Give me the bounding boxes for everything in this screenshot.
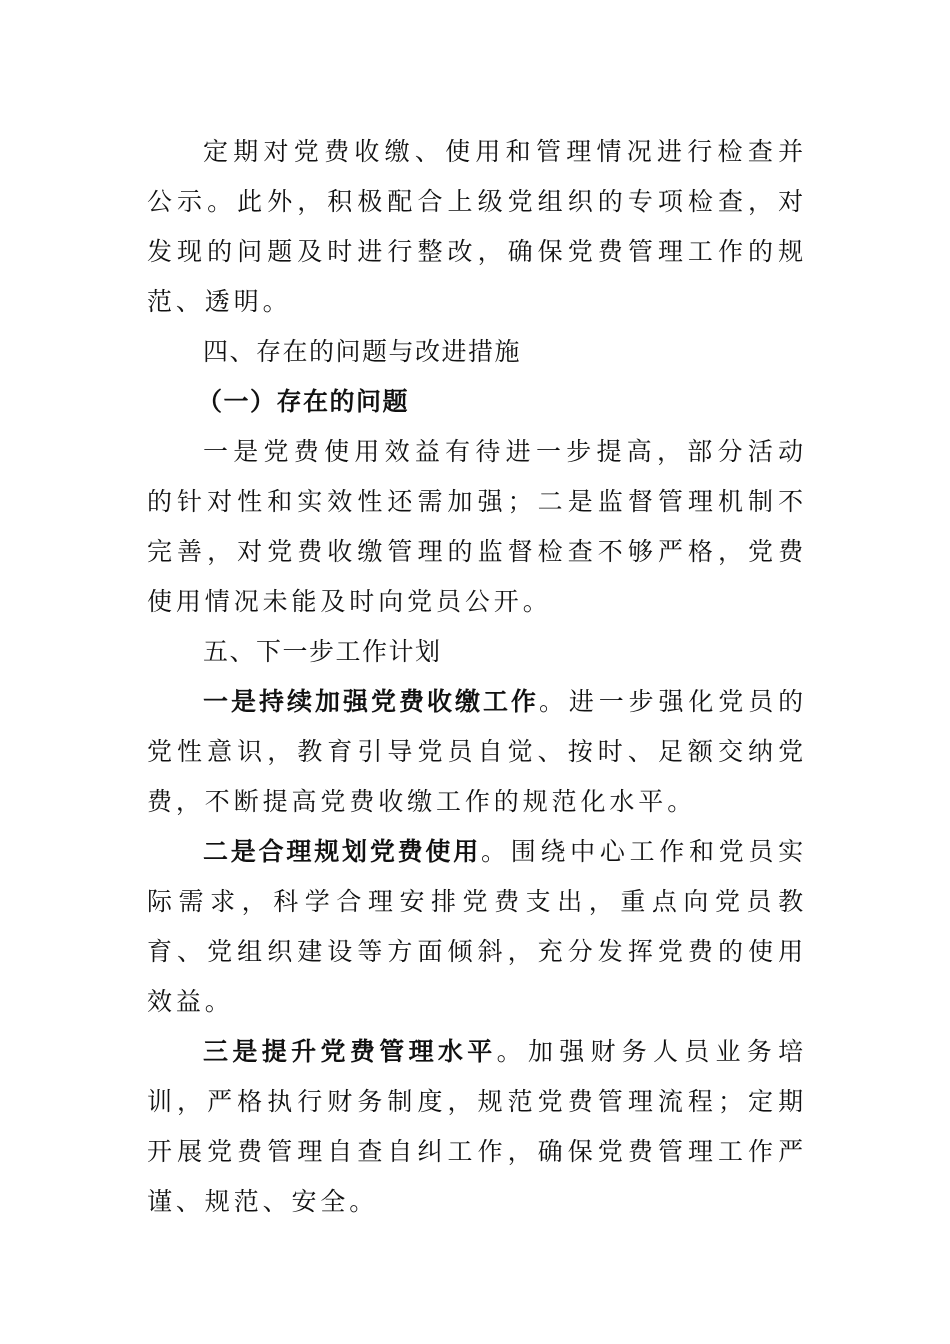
section-four-problems-text: 一是党费使用效益有待进一步提高，部分活动的针对性和实效性还需加强；二是监督管理机制不完善，对党费收缴管理的监督检查不够严格，党费使用情况未能及时向党员公开。 (147, 437, 807, 616)
paragraph-inspection: 定期对党费收缴、使用和管理情况进行检查并公示。此外，积极配合上级党组织的专项检查，对发现的问题及时进行整改，确保党费管理工作的规范、透明。 (147, 137, 807, 316)
plan-item-2 (147, 827, 807, 1027)
plan-item-1-text: 。进一步强化党员的党性意识，教育引导党员自觉、按时、足额交纳党费，不断提高党费收缴工作的规范化水平。 (147, 687, 807, 816)
section-four-subheading: （一）存在的问题 (197, 387, 410, 416)
plan-item-1 (147, 677, 807, 827)
section-five-heading: 五、下一步工作计划 (203, 637, 442, 666)
plan-item-3-text: 。加强财务人员业务培训，严格执行财务制度，规范党费管理流程；定期开展党费管理自查自纠工作，确保党费管理工作严谨、规范、安全。 (147, 1037, 807, 1216)
document-body (147, 127, 807, 1227)
plan-item-3 (147, 1027, 807, 1227)
plan-item-1-lead: 一是持续加强党费收缴工作 (203, 687, 539, 716)
plan-item-2-text: 。围绕中心工作和党员实际需求，科学合理安排党费支出，重点向党员教育、党组织建设等方面倾斜，充分发挥党费的使用效益。 (147, 837, 807, 1016)
plan-item-3-lead: 三是提升党费管理水平 (203, 1037, 497, 1066)
plan-item-2-lead: 二是合理规划党费使用 (203, 837, 482, 866)
section-four-heading: 四、存在的问题与改进措施 (203, 337, 522, 366)
